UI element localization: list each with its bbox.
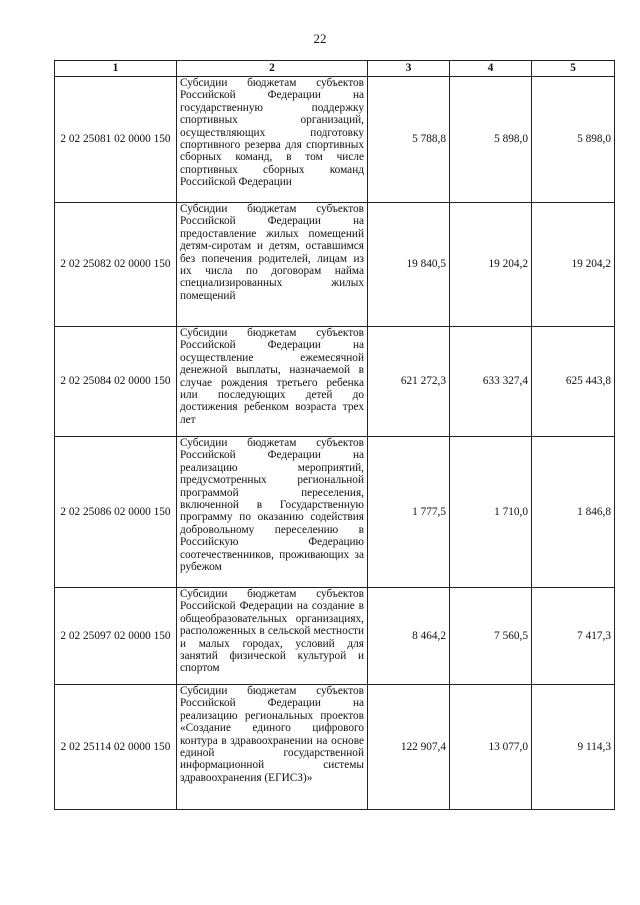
amount-col5: 1 846,8: [532, 437, 615, 588]
table-row: [55, 685, 615, 810]
amount-col3: 5 788,8: [368, 77, 450, 203]
amount-col4: 633 327,4: [450, 327, 532, 437]
subsidy-description: Субсидии бюджетам субъектов Российской Федерации на создание в общеобразовательных организациях, расположенных в сельской местности и малых городах, условий для занятий физической культурой и спортом: [177, 588, 368, 685]
subsidy-description: Субсидии бюджетам субъектов Российской Федерации на реализацию мероприятий, предусмотренных региональной программой переселения, включенной в Государственную программу по оказанию содействия добровольному переселению в Российскую Федерацию соотечественников, проживающих за рубежом: [177, 437, 368, 588]
amount-col4: 13 077,0: [450, 685, 532, 810]
amount-col5: 5 898,0: [532, 77, 615, 203]
amount-col3: 122 907,4: [368, 685, 450, 810]
table-row: [55, 77, 615, 203]
budget-code: 2 02 25097 02 0000 150: [55, 588, 177, 685]
subsidy-description: Субсидии бюджетам субъектов Российской Федерации на государственную поддержку спортивных организаций, осуществляющих подготовку спортивного резерва для спортивных сборных команд, в том числе спортивных сборных команд Российской Федерации: [177, 77, 368, 203]
table-row: [55, 437, 615, 588]
header-col-3: 3: [368, 61, 450, 77]
budget-table: [54, 60, 615, 810]
table-row: [55, 203, 615, 327]
table-row: [55, 588, 615, 685]
amount-col4: 5 898,0: [450, 77, 532, 203]
budget-code: 2 02 25081 02 0000 150: [55, 77, 177, 203]
subsidy-description: Субсидии бюджетам субъектов Российской Федерации на реализацию региональных проектов «Создание единого цифрового контура в здравоохранении на основе единой государственной информационной системы здравоохранения (ЕГИСЗ)»: [177, 685, 368, 810]
page-number: 22: [313, 31, 327, 46]
amount-col3: 1 777,5: [368, 437, 450, 588]
header-col-5: 5: [532, 61, 615, 77]
amount-col5: 625 443,8: [532, 327, 615, 437]
table-row: [55, 327, 615, 437]
budget-code: 2 02 25114 02 0000 150: [55, 685, 177, 810]
amount-col4: 1 710,0: [450, 437, 532, 588]
subsidy-description: Субсидии бюджетам субъектов Российской Федерации на предоставление жилых помещений детям-сиротам и детям, оставшимся без попечения родителей, лицам из их числа по договорам найма специализированных жилых помещений: [177, 203, 368, 327]
header-col-2: 2: [177, 61, 368, 77]
subsidy-description: Субсидии бюджетам субъектов Российской Федерации на осуществление ежемесячной денежной выплаты, назначаемой в случае рождения третьего ребенка или последующих детей до достижения ребенком возраста трех лет: [177, 327, 368, 437]
budget-code: 2 02 25086 02 0000 150: [55, 437, 177, 588]
amount-col5: 9 114,3: [532, 685, 615, 810]
header-col-4: 4: [450, 61, 532, 77]
amount-col5: 19 204,2: [532, 203, 615, 327]
budget-code: 2 02 25084 02 0000 150: [55, 327, 177, 437]
amount-col4: 7 560,5: [450, 588, 532, 685]
amount-col3: 8 464,2: [368, 588, 450, 685]
amount-col4: 19 204,2: [450, 203, 532, 327]
amount-col5: 7 417,3: [532, 588, 615, 685]
header-col-1: 1: [55, 61, 177, 77]
amount-col3: 19 840,5: [368, 203, 450, 327]
budget-code: 2 02 25082 02 0000 150: [55, 203, 177, 327]
amount-col3: 621 272,3: [368, 327, 450, 437]
header-row: [55, 61, 615, 77]
